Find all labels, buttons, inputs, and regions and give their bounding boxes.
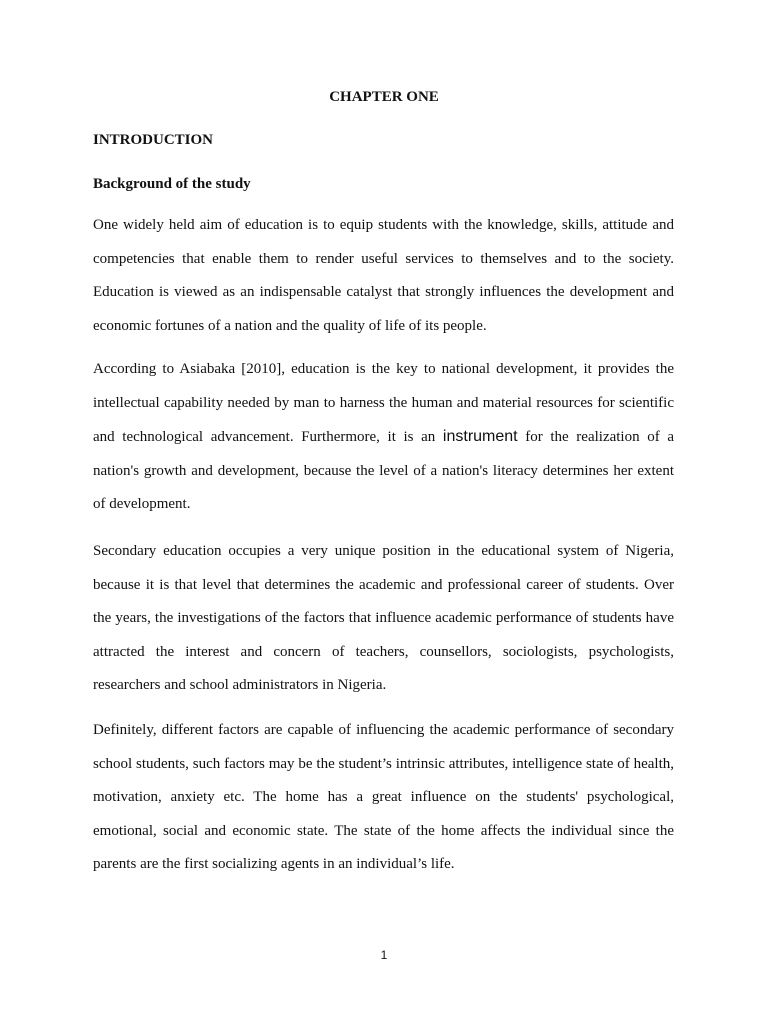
paragraph bbox=[93, 714, 674, 882]
paragraph-text: Secondary education occupies a very unique position in the educational system of Nigeria, because it is that level that determines the academic and professional career of students. Over the years, the investigations of the factors that influence academic performance of students have attracted the interest and concern of teachers, counsellors, sociologists, psychologists, researchers and school administrators in Nigeria. bbox=[93, 543, 674, 693]
paragraph-text: One widely held aim of education is to equip students with the knowledge, skills, attitude and competencies that enable them to render useful services to themselves and to the society. Education is viewed as an indispensable catalyst that strongly influences the development and economic fortunes of a nation and the quality of life of its people. bbox=[93, 217, 674, 334]
paragraph bbox=[93, 209, 674, 343]
paragraph bbox=[93, 353, 674, 522]
paragraph-emphasis-word: instrument bbox=[442, 428, 518, 445]
paragraph-text: According to Asiabaka [2010], education is the key to national development, it provides the intellectual capability needed by man to harness the human and material resources for scientific and technological advancement. Furthermore, it is an bbox=[93, 361, 674, 445]
paragraph-text: Definitely, different factors are capable of influencing the academic performance of secondary school students, such factors may be the student’s intrinsic attributes, intelligence state of health, motivation, anxiety etc. The home has a great influence on the students' psychological, emotional, social and economic state. The state of the home affects the individual since the parents are the first socializing agents in an individual’s life. bbox=[93, 722, 674, 872]
subsection-heading: Background of the study bbox=[93, 176, 251, 192]
paragraph bbox=[93, 535, 674, 703]
page-number: 1 bbox=[380, 948, 388, 962]
section-heading: INTRODUCTION bbox=[93, 132, 214, 148]
chapter-title: CHAPTER ONE bbox=[329, 89, 439, 105]
paragraph-text: for the realization of a nation's growth and development, because the level of a nation's literacy determines her extent of development. bbox=[93, 429, 675, 512]
